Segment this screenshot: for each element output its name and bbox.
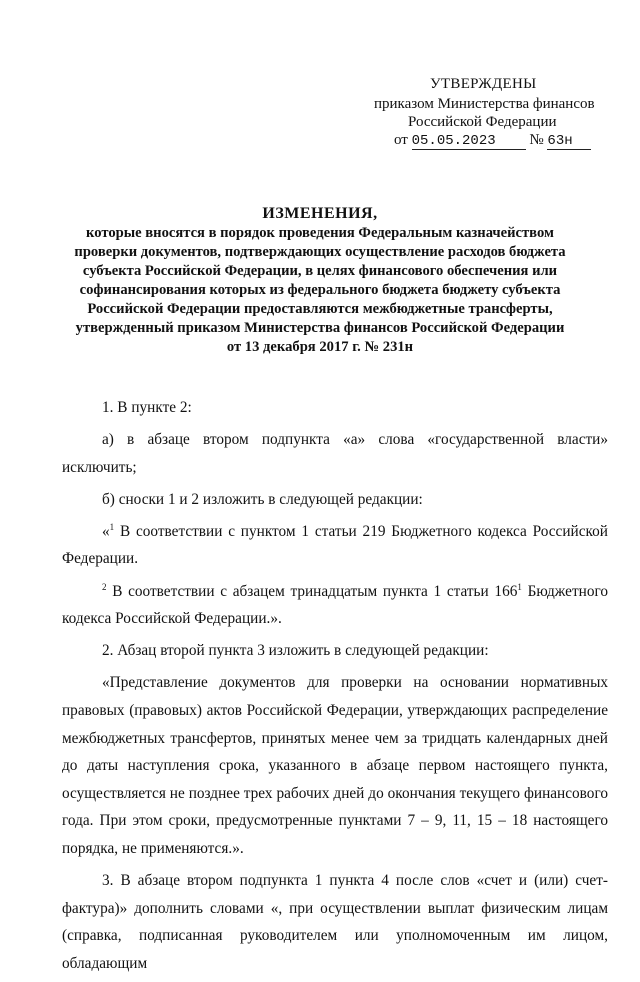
quote-open: «	[102, 522, 110, 540]
date-prefix: от	[394, 132, 408, 148]
approval-date-number-line	[394, 130, 591, 150]
title-line: утвержденный приказом Министерства финансов Российской Федерации	[75, 320, 565, 336]
paragraph-subitem-a: а) в абзаце втором подпункта «а» слова «государственной власти» исключить;	[62, 431, 608, 476]
paragraph-item-3: 3. В абзаце втором подпункта 1 пункта 4 после слов «счет и (или) счет-фактура)» дополнить словами «, при осуществлении выплат физическим лицам (справка, подписанная руководителем или уполномоченным им лицом, обладающим	[62, 872, 608, 972]
footnote-1-text	[62, 518, 608, 573]
paragraph-item-1: 1. В пункте 2:	[102, 399, 192, 416]
title-line: субъекта Российской Федерации, в целях финансового обеспечения или	[82, 263, 558, 279]
title-line: от 13 декабря 2017 г. № 231н	[226, 339, 414, 355]
article-superscript: 1	[517, 581, 522, 592]
title-heading: ИЗМЕНЕНИЯ,	[262, 205, 378, 222]
approval-title: УТВЕРЖДЕНЫ	[430, 76, 537, 92]
title-line: которые вносятся в порядок проведения Федеральным казначейством	[86, 225, 554, 241]
approval-order-line: приказом Министерства финансов	[374, 96, 595, 112]
footnote-marker: 1	[109, 521, 115, 532]
footnote-marker: 2	[102, 581, 107, 592]
approval-number: 63н	[547, 133, 591, 150]
footnote-2-text	[62, 578, 608, 633]
approval-date: 05.05.2023	[412, 133, 526, 150]
paragraph-item-2: 2. Абзац второй пункта 3 изложить в следующей редакции:	[102, 642, 489, 660]
paragraph-item-2-text: «Представление документов для проверки на основании нормативных правовых (правовых) актов Российской Федерации, утверждающих распределение межбюджетных трансфертов, принятых менее чем за тридцать календарных дней до даты наступления срока, указанного в абзаце первом настоящего пункта, осуществляется не позднее трех рабочих дней до окончания текущего финансового года. При этом сроки, предусмотренные пунктами 7 – 9, 11, 15 – 18 настоящего порядка, не применяются.».	[62, 674, 608, 857]
paragraph-subitem-b: б) сноски 1 и 2 изложить в следующей редакции:	[102, 490, 423, 508]
title-line: проверки документов, подтверждающих осуществление расходов бюджета	[74, 244, 566, 260]
footnote-1-body: В соответствии с пунктом 1 статьи 219 Бюджетного кодекса Российской Федерации.	[62, 522, 608, 568]
number-prefix: №	[529, 132, 544, 148]
document-title	[60, 204, 580, 357]
approval-federation-line: Российской Федерации	[408, 114, 557, 130]
title-line: софинансирования которых из федерального бюджета бюджету субъекта	[79, 282, 561, 298]
footnote-2-body-a: В соответствии с абзацем тринадцатым пункта 1 статьи 166	[106, 582, 518, 600]
document-body	[62, 394, 608, 982]
title-line: Российской Федерации предоставляются межбюджетные трансферты,	[87, 301, 553, 317]
footnote-2-body-b: Бюджетного кодекса Российской Федерации.».	[62, 582, 609, 628]
